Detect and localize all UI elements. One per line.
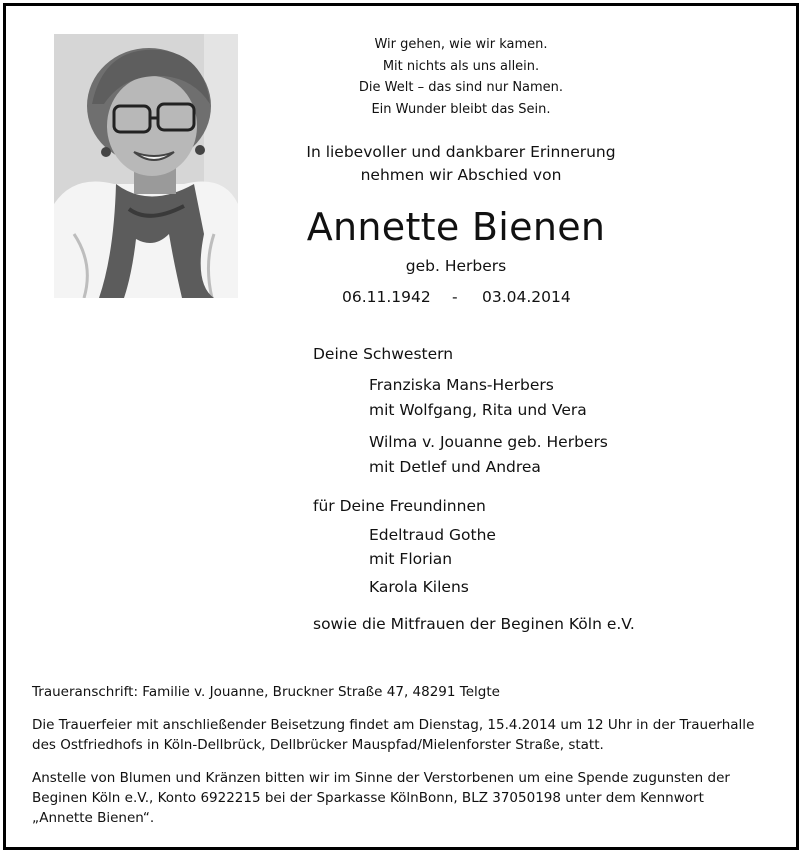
donation-line: Anstelle von Blumen und Kränzen bitten wir im Sinne der Verstorbenen um eine Spende zugunsten der	[32, 770, 730, 786]
date-separator: -	[452, 288, 458, 306]
mourner-family: mit Detlef und Andrea	[369, 458, 541, 476]
mourner-family: mit Wolfgang, Rita und Vera	[369, 401, 587, 419]
date-of-death: 03.04.2014	[482, 288, 571, 306]
donation-line: Beginen Köln e.V., Konto 6922215 bei der Sparkasse KölnBonn, BLZ 37050198 unter dem Kennwort	[32, 790, 704, 806]
mourner-name: Edeltraud Gothe	[369, 526, 496, 544]
birth-name: geb. Herbers	[405, 257, 507, 275]
intro-line: In liebevoller und dankbarer Erinnerung	[306, 143, 616, 161]
mourner-name: Franziska Mans-Herbers	[369, 376, 554, 394]
donation-line: „Annette Bienen“.	[32, 810, 155, 826]
ceremony-line: Die Trauerfeier mit anschließender Beisetzung findet am Dienstag, 15.4.2014 um 12 Uhr in der Trauerhalle	[32, 717, 755, 733]
portrait-illustration	[54, 34, 238, 298]
donation-info	[32, 768, 772, 828]
poem-line: Ein Wunder bleibt das Sein.	[371, 101, 551, 117]
intro-text	[276, 141, 646, 187]
mourning-address	[32, 682, 772, 702]
poem-line: Die Welt – das sind nur Namen.	[358, 80, 564, 95]
ceremony-info	[32, 715, 772, 755]
poem	[296, 34, 626, 120]
sisters-heading: Deine Schwestern	[313, 345, 454, 363]
date-of-birth: 06.11.1942	[342, 288, 431, 306]
poem-line: Mit nichts als uns allein.	[382, 58, 540, 74]
intro-line: nehmen wir Abschied von	[360, 166, 562, 184]
poem-line: Wir gehen, wie wir kamen.	[374, 37, 548, 52]
address-line: Traueranschrift: Familie v. Jouanne, Bruckner Straße 47, 48291 Telgte	[32, 684, 500, 700]
portrait-photo	[54, 34, 238, 298]
friends-heading: für Deine Freundinnen	[313, 497, 486, 515]
mourner-name: Wilma v. Jouanne geb. Herbers	[369, 433, 608, 451]
mourner-name: Karola Kilens	[369, 578, 469, 596]
ceremony-line: des Ostfriedhofs in Köln-Dellbrück, Dellbrücker Mauspfad/Mielenforster Straße, statt.	[32, 737, 604, 753]
closing-line: sowie die Mitfrauen der Beginen Köln e.V.	[313, 615, 635, 633]
mourner-family: mit Florian	[369, 550, 453, 568]
deceased-name: Annette Bienen	[306, 205, 606, 249]
